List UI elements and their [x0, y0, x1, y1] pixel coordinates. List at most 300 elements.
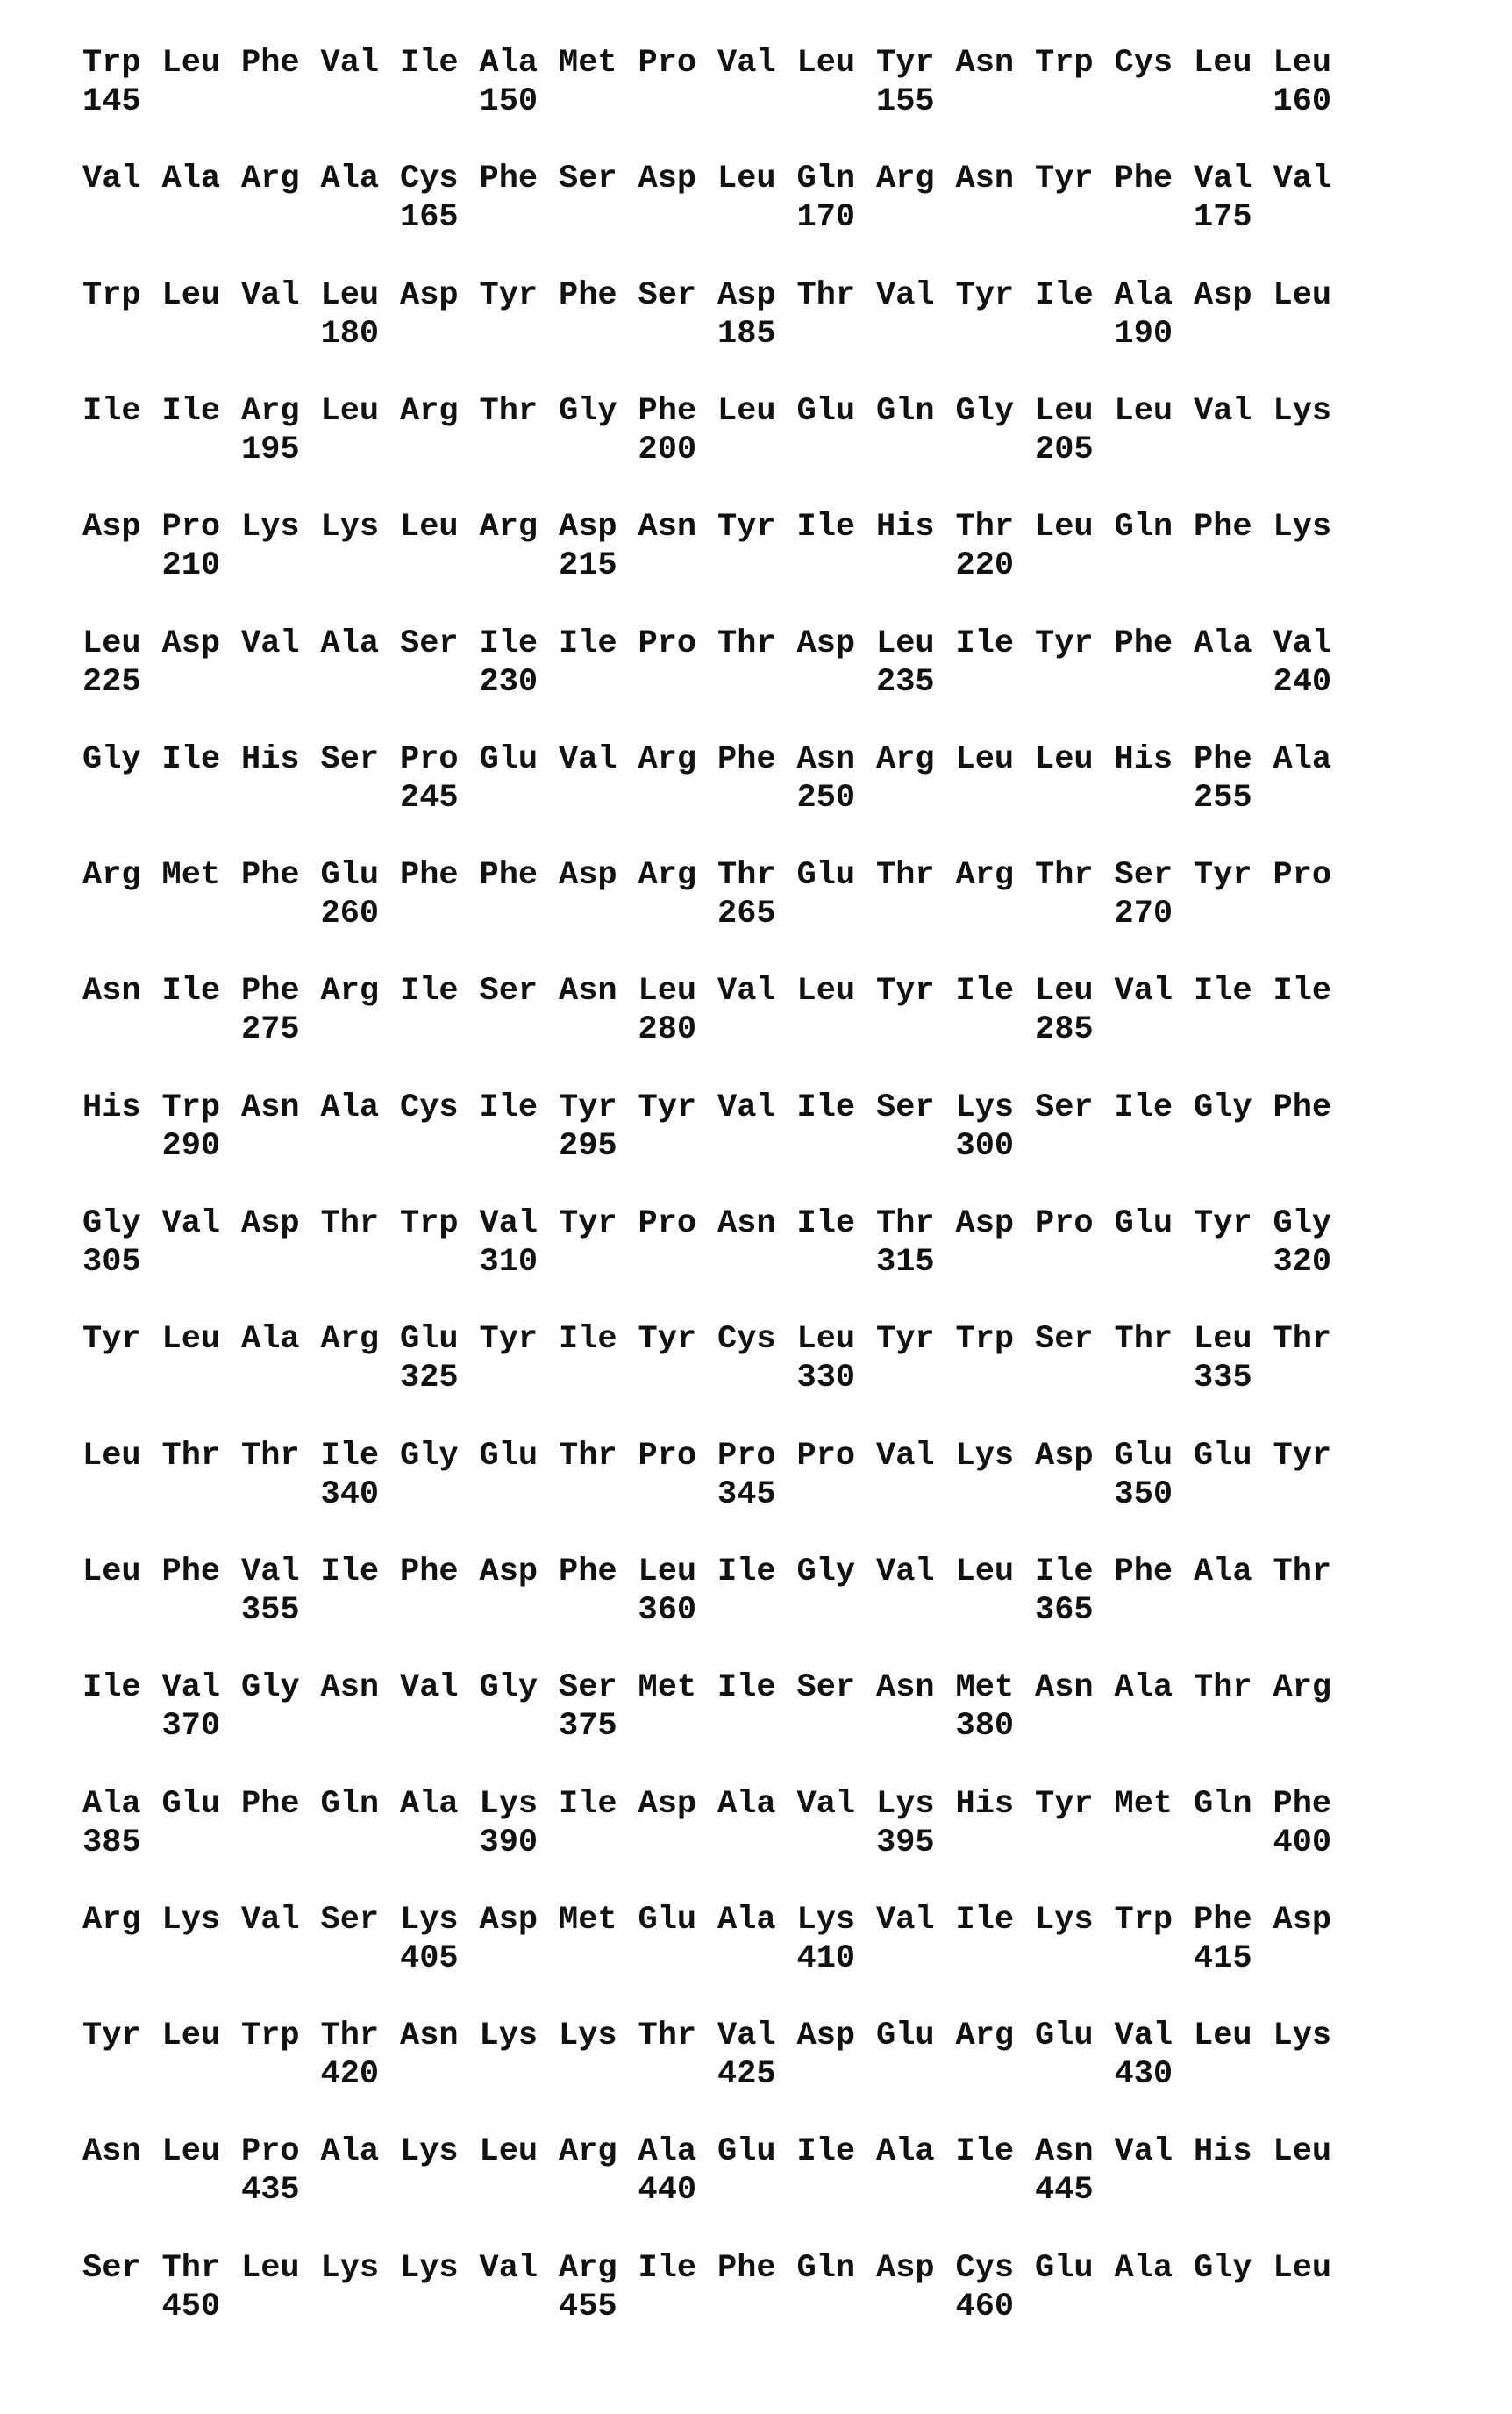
position-number: 205 [1035, 432, 1094, 468]
residue: Pro [638, 46, 697, 81]
residue: Val [876, 1439, 935, 1474]
position-number: 180 [321, 317, 380, 352]
residue: Phe [1115, 626, 1173, 661]
residue: Gln [321, 1787, 380, 1822]
residue: Met [638, 1670, 697, 1705]
residue: Thr [321, 1206, 380, 1241]
position-number: 335 [1194, 1361, 1252, 1396]
residue: Ala [1115, 278, 1173, 313]
residue: Gln [797, 161, 856, 196]
position-number: 415 [1194, 1941, 1252, 1976]
position-number: 345 [717, 1477, 776, 1512]
residue: Ser [559, 161, 617, 196]
residue: Gly [480, 1670, 538, 1705]
residue: Asp [956, 1206, 1015, 1241]
residue: Met [956, 1670, 1015, 1705]
residue: Lys [797, 1903, 856, 1938]
position-number: 250 [797, 781, 856, 816]
residue: Leu [162, 2134, 221, 2169]
residue: Ala [82, 1787, 141, 1822]
residue: Arg [241, 161, 300, 196]
residue: Asn [1035, 1670, 1094, 1705]
position-number: 295 [559, 1129, 617, 1164]
residue: Ile [559, 626, 617, 661]
residue: Arg [876, 742, 935, 777]
residue: Phe [1194, 1903, 1252, 1938]
residue: Ile [400, 974, 459, 1009]
residue: Gln [797, 2251, 856, 2286]
position-number: 380 [956, 1709, 1015, 1744]
residue: Leu [321, 278, 380, 313]
position-number: 330 [797, 1361, 856, 1396]
residue: Glu [717, 2134, 776, 2169]
residue: Tyr [638, 1090, 697, 1125]
position-number: 175 [1194, 200, 1252, 235]
residue: Ala [1194, 1554, 1252, 1589]
position-number: 310 [480, 1245, 538, 1280]
position-number: 165 [400, 200, 459, 235]
residue: Arg [321, 974, 380, 1009]
residue: Arg [876, 161, 935, 196]
residue: Lys [480, 2018, 538, 2053]
residue: Gly [400, 1439, 459, 1474]
residue: Leu [1194, 2018, 1252, 2053]
residue: Asp [1273, 1903, 1332, 1938]
position-number: 285 [1035, 1012, 1094, 1047]
residue: Leu [717, 161, 776, 196]
residue: Thr [480, 394, 538, 429]
position-number: 430 [1115, 2057, 1173, 2092]
residue: Thr [162, 1439, 221, 1474]
residue: Cys [400, 1090, 459, 1125]
residue: Leu [1035, 510, 1094, 545]
residue: Ser [82, 2251, 141, 2286]
sequence-row [82, 1903, 1451, 1990]
residue: Leu [1115, 394, 1173, 429]
residue: His [1194, 2134, 1252, 2169]
residue: Pro [1273, 858, 1332, 893]
residue: Glu [1035, 2018, 1094, 2053]
residue: Ile [321, 1439, 380, 1474]
residue: Trp [82, 46, 141, 81]
residue: His [1115, 742, 1173, 777]
residue: Ser [876, 1090, 935, 1125]
residue: Gly [1273, 1206, 1332, 1241]
residue: Val [876, 1554, 935, 1589]
residue: Asp [797, 626, 856, 661]
residue: Asn [1035, 2134, 1094, 2169]
residue: Gly [241, 1670, 300, 1705]
position-number: 440 [638, 2173, 697, 2208]
residue: Cys [956, 2251, 1015, 2286]
residue: Ala [717, 1787, 776, 1822]
position-number: 360 [638, 1593, 697, 1628]
residue: Asp [480, 1903, 538, 1938]
residue: Ala [480, 46, 538, 81]
residue: Ile [162, 974, 221, 1009]
residue: Ile [797, 2134, 856, 2169]
sequence-row [82, 510, 1451, 597]
residue: Thr [717, 626, 776, 661]
sequence-row [82, 2134, 1451, 2222]
residue: Pro [797, 1439, 856, 1474]
sequence-row [82, 1322, 1451, 1410]
residue: Val [876, 1903, 935, 1938]
residue: Phe [480, 858, 538, 893]
residue: Ala [321, 2134, 380, 2169]
residue: Trp [400, 1206, 459, 1241]
residue: Thr [876, 1206, 935, 1241]
residue: Leu [82, 1554, 141, 1589]
residue: Lys [480, 1787, 538, 1822]
residue: Tyr [717, 510, 776, 545]
residue: Arg [956, 2018, 1015, 2053]
position-number: 190 [1115, 317, 1173, 352]
residue: Gln [876, 394, 935, 429]
residue: Val [1115, 2134, 1173, 2169]
position-number: 455 [559, 2289, 617, 2325]
residue: Leu [1273, 278, 1332, 313]
residue: Asp [638, 1787, 697, 1822]
residue: Tyr [876, 1322, 935, 1357]
residue: Leu [162, 278, 221, 313]
residue: His [82, 1090, 141, 1125]
residue: Tyr [82, 2018, 141, 2053]
residue: Leu [480, 2134, 538, 2169]
residue: Thr [956, 510, 1015, 545]
residue: Val [400, 1670, 459, 1705]
residue: Ile [559, 1787, 617, 1822]
residue: Met [1115, 1787, 1173, 1822]
residue: Ile [1035, 278, 1094, 313]
position-number: 320 [1273, 1245, 1332, 1280]
residue: Val [559, 742, 617, 777]
residue: Thr [717, 858, 776, 893]
residue: Val [717, 1090, 776, 1125]
position-number: 155 [876, 84, 935, 119]
position-number: 325 [400, 1361, 459, 1396]
residue: Ala [1115, 2251, 1173, 2286]
residue: Cys [1115, 46, 1173, 81]
residue: Glu [797, 858, 856, 893]
residue: Val [241, 626, 300, 661]
residue: Trp [956, 1322, 1015, 1357]
residue: Glu [480, 1439, 538, 1474]
residue: Ile [797, 1206, 856, 1241]
residue: Glu [1115, 1439, 1173, 1474]
residue: Ser [1115, 858, 1173, 893]
sequence-row [82, 1090, 1451, 1178]
residue: Glu [1194, 1439, 1252, 1474]
residue: Phe [559, 1554, 617, 1589]
residue: Arg [480, 510, 538, 545]
residue: Pro [638, 626, 697, 661]
residue: Pro [162, 510, 221, 545]
residue: Ile [797, 1090, 856, 1125]
residue: Tyr [1273, 1439, 1332, 1474]
residue: Pro [717, 1439, 776, 1474]
residue: Thr [1273, 1322, 1332, 1357]
residue: Phe [241, 858, 300, 893]
residue: Asp [82, 510, 141, 545]
sequence-row [82, 742, 1451, 830]
residue: Leu [1035, 742, 1094, 777]
residue: Arg [638, 858, 697, 893]
residue: Glu [797, 394, 856, 429]
residue: Val [241, 1554, 300, 1589]
residue: Pro [638, 1206, 697, 1241]
residue: Lys [321, 2251, 380, 2286]
sequence-row [82, 1206, 1451, 1294]
position-number: 425 [717, 2057, 776, 2092]
residue: Lys [876, 1787, 935, 1822]
residue: Glu [638, 1903, 697, 1938]
residue: Glu [321, 858, 380, 893]
residue: Trp [1115, 1903, 1173, 1938]
residue: His [956, 1787, 1015, 1822]
sequence-row [82, 626, 1451, 714]
position-number: 300 [956, 1129, 1015, 1164]
position-number: 195 [241, 432, 300, 468]
residue: His [241, 742, 300, 777]
residue: Ile [717, 1554, 776, 1589]
residue: Lys [956, 1439, 1015, 1474]
position-number: 405 [400, 1941, 459, 1976]
sequence-row [82, 2018, 1451, 2106]
residue: Pro [400, 742, 459, 777]
position-number: 385 [82, 1825, 141, 1860]
residue: Ile [1115, 1090, 1173, 1125]
position-number: 305 [82, 1245, 141, 1280]
residue: Cys [717, 1322, 776, 1357]
position-number: 210 [162, 548, 221, 583]
residue: Glu [480, 742, 538, 777]
residue: Ser [1035, 1322, 1094, 1357]
residue: Phe [1273, 1787, 1332, 1822]
residue: Lys [241, 510, 300, 545]
residue: Leu [797, 46, 856, 81]
residue: Asp [559, 858, 617, 893]
residue: Ala [638, 2134, 697, 2169]
residue: Asn [956, 161, 1015, 196]
position-number: 450 [162, 2289, 221, 2325]
residue: Lys [400, 2134, 459, 2169]
residue: Trp [241, 2018, 300, 2053]
residue: Val [876, 278, 935, 313]
residue: Ile [956, 1903, 1015, 1938]
residue: Leu [1273, 2134, 1332, 2169]
residue: Asp [717, 278, 776, 313]
residue: Gly [82, 1206, 141, 1241]
residue: Asp [797, 2018, 856, 2053]
residue: Thr [1273, 1554, 1332, 1589]
residue: Asp [559, 510, 617, 545]
position-number: 355 [241, 1593, 300, 1628]
sequence-row [82, 858, 1451, 946]
residue: Val [162, 1206, 221, 1241]
residue: Pro [1035, 1206, 1094, 1241]
residue: Asn [559, 974, 617, 1009]
residue: Glu [1115, 1206, 1173, 1241]
residue: Phe [241, 1787, 300, 1822]
residue: Ala [1273, 742, 1332, 777]
position-number: 260 [321, 896, 380, 932]
residue: Ile [82, 1670, 141, 1705]
position-number: 340 [321, 1477, 380, 1512]
position-number: 265 [717, 896, 776, 932]
residue: Gly [82, 742, 141, 777]
residue: Leu [956, 742, 1015, 777]
position-number: 315 [876, 1245, 935, 1280]
residue: Val [1115, 2018, 1173, 2053]
residue: Tyr [956, 278, 1015, 313]
residue: Asn [82, 2134, 141, 2169]
residue: Phe [1273, 1090, 1332, 1125]
position-number: 225 [82, 665, 141, 700]
residue: Leu [717, 394, 776, 429]
position-number: 290 [162, 1129, 221, 1164]
residue: Phe [1115, 1554, 1173, 1589]
residue: Gln [1194, 1787, 1252, 1822]
residue: Phe [400, 858, 459, 893]
residue: Ala [717, 1903, 776, 1938]
residue: Val [241, 278, 300, 313]
residue: Asp [876, 2251, 935, 2286]
residue: Asn [241, 1090, 300, 1125]
residue: His [876, 510, 935, 545]
residue: Asp [480, 1554, 538, 1589]
residue: Asn [956, 46, 1015, 81]
residue: Leu [638, 1554, 697, 1589]
residue: Val [1194, 394, 1252, 429]
residue: Ile [956, 626, 1015, 661]
residue: Tyr [480, 1322, 538, 1357]
residue: Leu [82, 626, 141, 661]
residue: Leu [1194, 46, 1252, 81]
sequence-row [82, 974, 1451, 1061]
residue: Leu [876, 626, 935, 661]
residue: Pro [241, 2134, 300, 2169]
residue: Ile [480, 1090, 538, 1125]
position-number: 410 [797, 1941, 856, 1976]
residue: Tyr [1035, 626, 1094, 661]
residue: Asn [876, 1670, 935, 1705]
residue: Asn [321, 1670, 380, 1705]
residue: Glu [400, 1322, 459, 1357]
residue: Asp [1194, 278, 1252, 313]
position-number: 375 [559, 1709, 617, 1744]
residue: Phe [1115, 161, 1173, 196]
residue: Val [717, 974, 776, 1009]
position-number: 150 [480, 84, 538, 119]
residue: Thr [1194, 1670, 1252, 1705]
residue: Val [1273, 626, 1332, 661]
residue: Val [1115, 974, 1173, 1009]
residue: Asn [717, 1206, 776, 1241]
position-number: 170 [797, 200, 856, 235]
residue: Ile [797, 510, 856, 545]
residue: Cys [400, 161, 459, 196]
residue: Ile [1194, 974, 1252, 1009]
residue: Ile [717, 1670, 776, 1705]
position-number: 220 [956, 548, 1015, 583]
sequence-row [82, 46, 1451, 133]
sequence-row [82, 1439, 1451, 1526]
residue: Asp [241, 1206, 300, 1241]
residue: Ile [82, 394, 141, 429]
residue: Leu [1194, 1322, 1252, 1357]
residue: Leu [1035, 394, 1094, 429]
residue: Val [162, 1670, 221, 1705]
residue: Arg [1273, 1670, 1332, 1705]
residue: Thr [638, 2018, 697, 2053]
residue: Ile [162, 394, 221, 429]
residue: Asp [400, 278, 459, 313]
residue: Ala [241, 1322, 300, 1357]
residue: Leu [638, 974, 697, 1009]
residue: Met [559, 46, 617, 81]
residue: Val [241, 1903, 300, 1938]
residue: Tyr [1035, 161, 1094, 196]
residue: Val [717, 2018, 776, 2053]
residue: Ile [480, 626, 538, 661]
position-number: 365 [1035, 1593, 1094, 1628]
position-number: 255 [1194, 781, 1252, 816]
residue: Ala [321, 626, 380, 661]
residue: Tyr [82, 1322, 141, 1357]
residue: Leu [321, 394, 380, 429]
residue: Phe [1194, 510, 1252, 545]
residue: Trp [82, 278, 141, 313]
sequence-row [82, 394, 1451, 482]
residue: Val [321, 46, 380, 81]
residue: Lys [400, 1903, 459, 1938]
residue: Gly [559, 394, 617, 429]
position-number: 280 [638, 1012, 697, 1047]
residue: Ser [638, 278, 697, 313]
residue: Arg [321, 1322, 380, 1357]
residue: Leu [162, 46, 221, 81]
residue: Tyr [638, 1322, 697, 1357]
residue: Phe [480, 161, 538, 196]
residue: Lys [162, 1903, 221, 1938]
residue: Phe [717, 742, 776, 777]
sequence-row [82, 1670, 1451, 1758]
residue: Leu [797, 1322, 856, 1357]
residue: Val [82, 161, 141, 196]
residue: Asn [797, 742, 856, 777]
residue: Ile [956, 974, 1015, 1009]
residue: Gln [1115, 510, 1173, 545]
residue: Asn [82, 974, 141, 1009]
residue: Gly [1194, 1090, 1252, 1125]
residue: Arg [241, 394, 300, 429]
position-number: 270 [1115, 896, 1173, 932]
residue: Arg [956, 858, 1015, 893]
residue: Leu [1035, 974, 1094, 1009]
residue: Ile [559, 1322, 617, 1357]
residue: Arg [82, 858, 141, 893]
position-number: 200 [638, 432, 697, 468]
residue: Asp [162, 626, 221, 661]
residue: Lys [321, 510, 380, 545]
residue: Tyr [1194, 1206, 1252, 1241]
residue: Glu [162, 1787, 221, 1822]
residue: Lys [1273, 510, 1332, 545]
residue: Ile [956, 2134, 1015, 2169]
residue: Asn [400, 2018, 459, 2053]
residue: Tyr [480, 278, 538, 313]
